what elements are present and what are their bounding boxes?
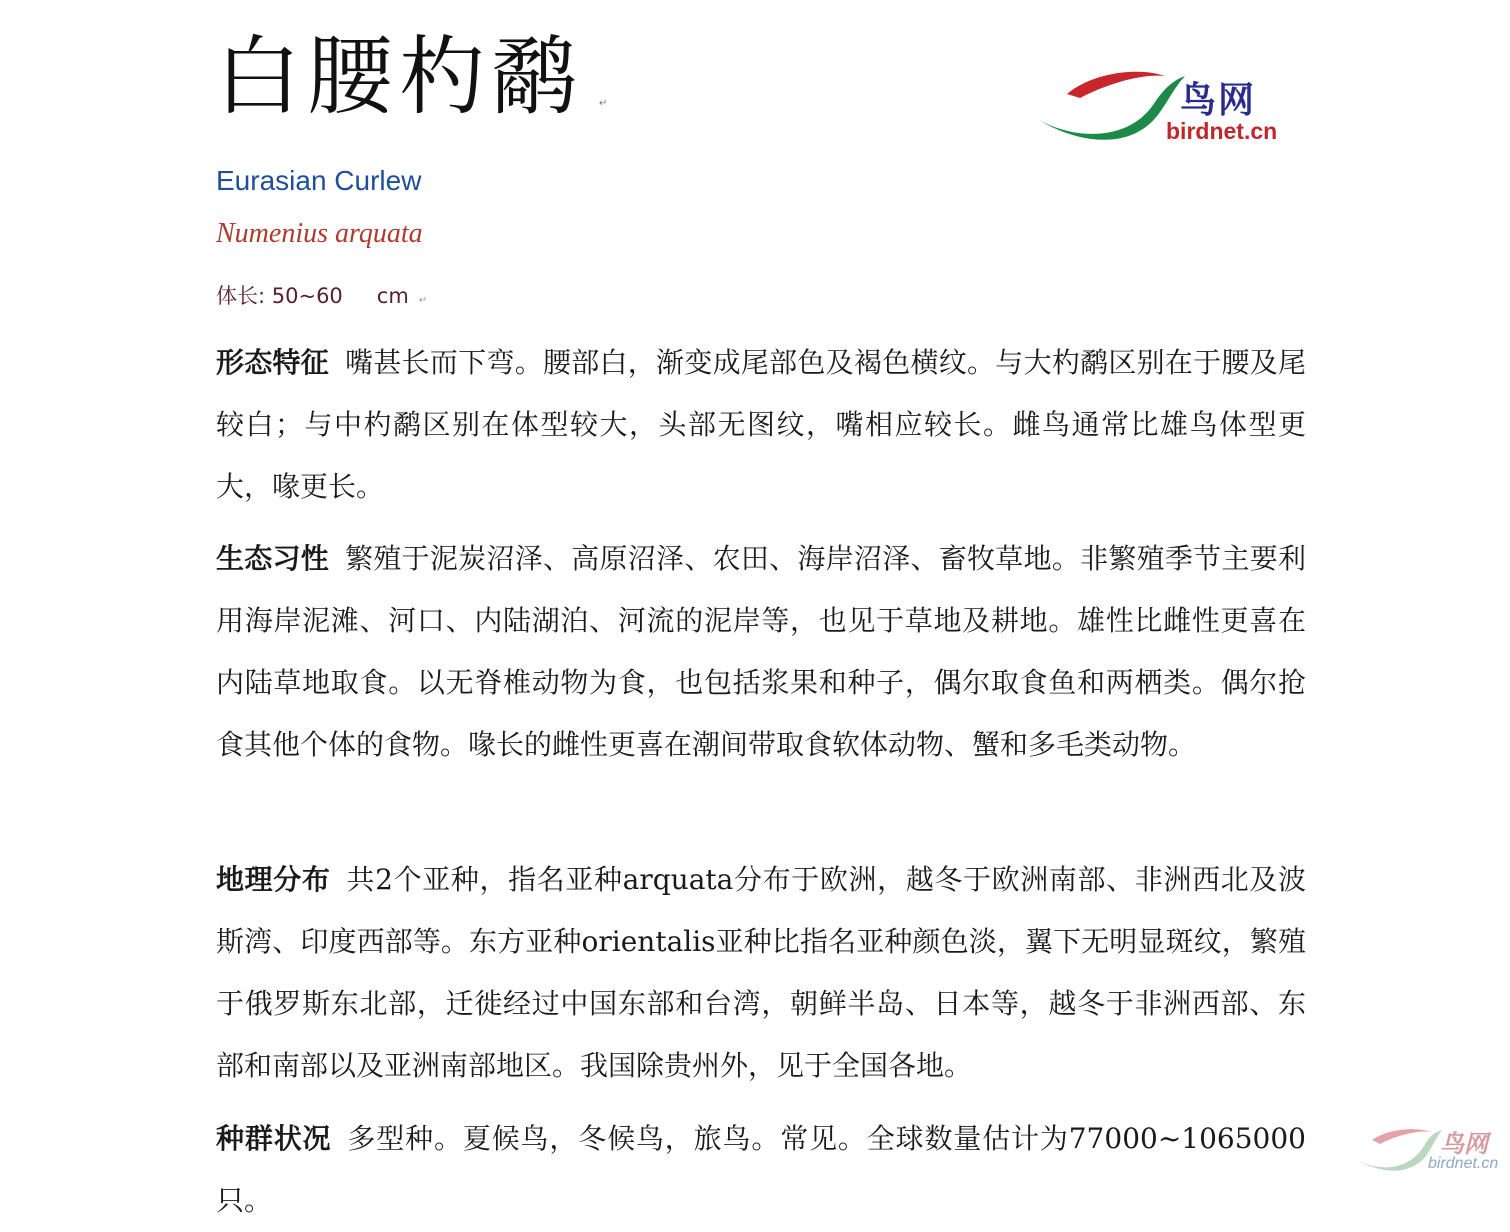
body-length-unit: cm xyxy=(376,284,409,308)
section-distribution xyxy=(216,849,1306,1097)
section-population xyxy=(216,1108,1306,1232)
logo-chinese-text: 鸟网 xyxy=(1180,79,1257,121)
section-heading: 种群状况 xyxy=(216,1122,332,1155)
section-heading: 地理分布 xyxy=(216,863,331,896)
section-text: 共2个亚种，指名亚种arquata分布于欧洲，越冬于欧洲南部、非洲西北及波斯湾、印度西部等。东方亚种orientalis亚种比指名亚种颜色淡，翼下无明显斑纹，繁殖于俄罗斯东北部，迁徙经过中国东部和台湾，朝鲜半岛、日本等，越冬于非洲西部、东部和南部以及亚洲南部地区。我国除贵州外，见于全国各地。 xyxy=(216,863,1306,1082)
section-heading: 生态习性 xyxy=(216,542,330,575)
title-text: 白腰杓鹬 xyxy=(215,27,583,127)
watermark-url-text: birdnet.cn xyxy=(1428,1155,1499,1172)
section-text: 嘴甚长而下弯。腰部白，渐变成尾部色及褐色横纹。与大杓鹬区别在于腰及尾较白；与中杓鹬区别在体型较大，头部无图纹，嘴相应较长。雌鸟通常比雄鸟体型更大，喙更长。 xyxy=(216,346,1306,503)
body-length-value: : 50~60 xyxy=(258,284,343,308)
section-text: 多型种。夏候鸟，冬候鸟，旅鸟。常见。全球数量估计为77000~1065000 只。 xyxy=(216,1122,1306,1217)
body-length-label: 体长 xyxy=(216,284,258,308)
section-text: 繁殖于泥炭沼泽、高原沼泽、农田、海岸沼泽、畜牧草地。非繁殖季节主要利用海岸泥滩、河口、内陆湖泊、河流的泥岸等，也见于草地及耕地。雄性比雌性更喜在内陆草地取食。以无脊椎动物为食，也包括浆果和种子，偶尔取食鱼和两栖类。偶尔抢食其他个体的食物。喙长的雌性更喜在潮间带取食软体动物、蟹和多毛类动物。 xyxy=(216,542,1306,761)
body-length-line xyxy=(216,280,427,310)
english-name: Eurasian Curlew xyxy=(216,165,422,196)
page-title xyxy=(215,28,607,127)
logo-url-text: birdnet.cn xyxy=(1166,118,1278,144)
section-morphology xyxy=(216,332,1306,518)
watermark-chinese-text: 鸟网 xyxy=(1440,1129,1488,1158)
section-heading: 形态特征 xyxy=(216,346,330,379)
line-mark: ↵ xyxy=(418,295,428,306)
section-ecology xyxy=(216,528,1306,776)
paragraph-mark: ↵ xyxy=(599,98,608,109)
scientific-name: Numenius arquata xyxy=(216,218,423,249)
